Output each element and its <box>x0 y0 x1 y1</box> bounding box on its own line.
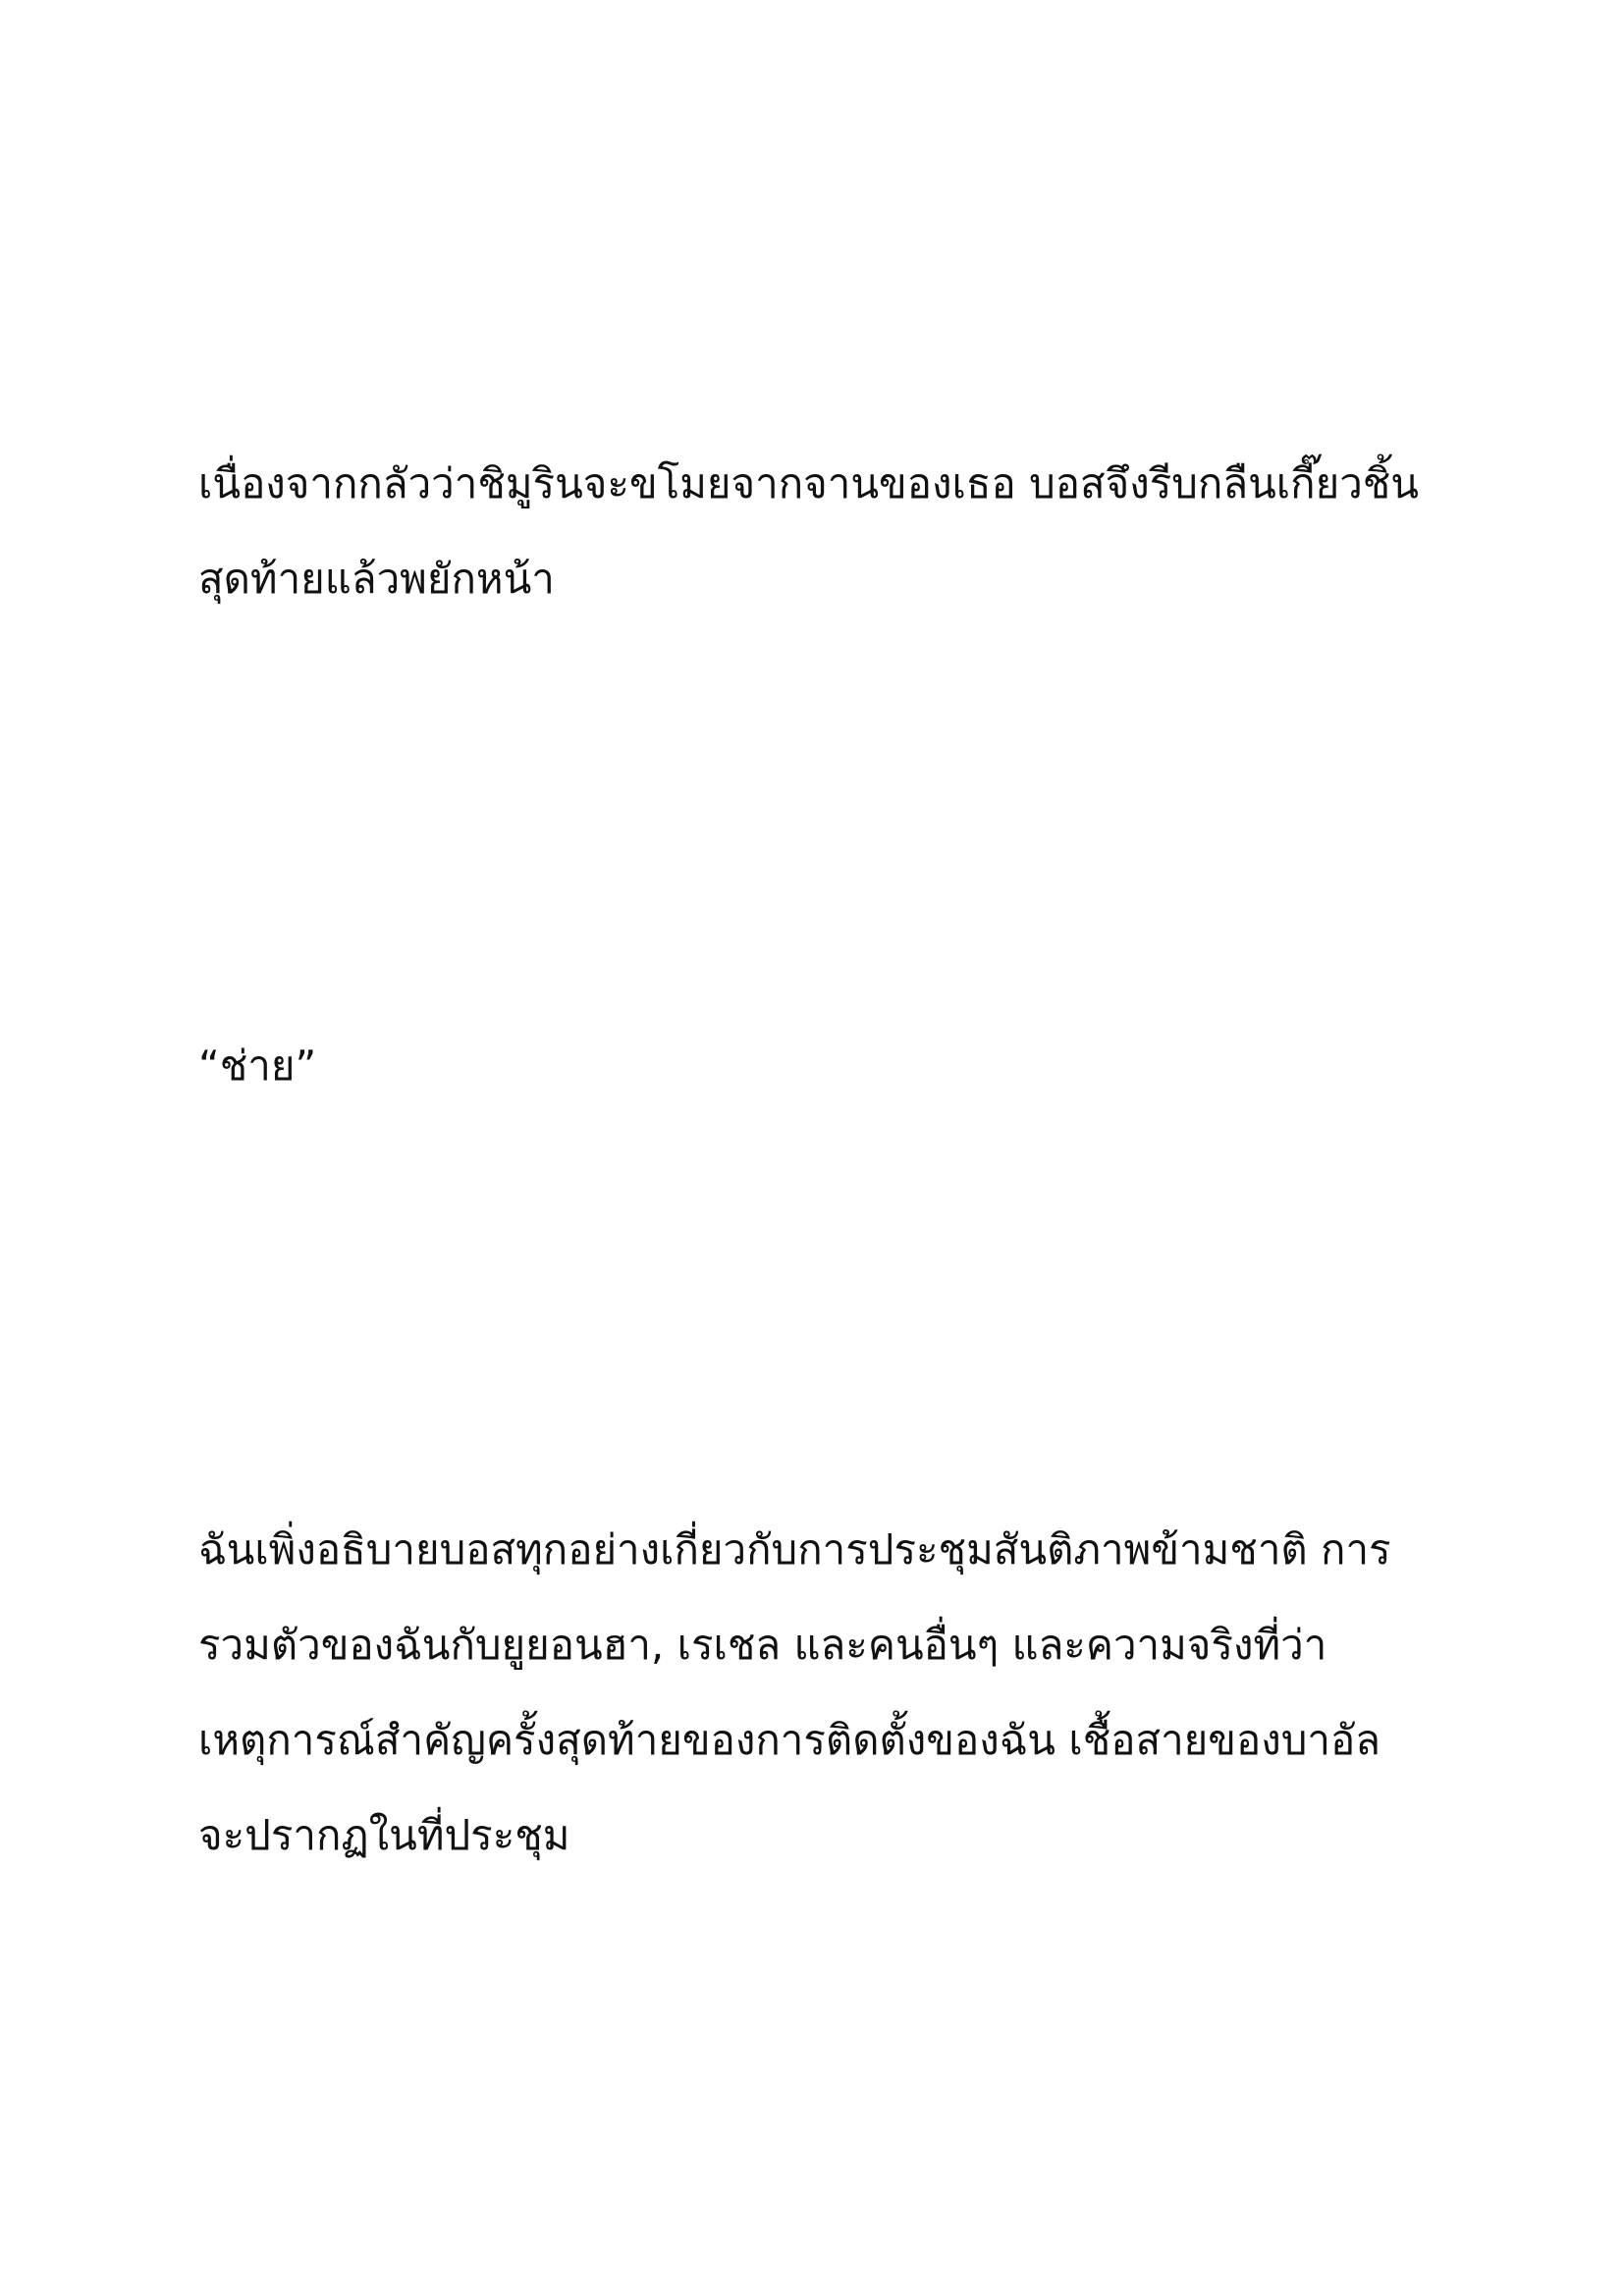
paragraph-1-line-2: สุดท้ายแล้วพยักหน้า <box>198 555 555 603</box>
paragraph-3-line-4: จะปรากฏในที่ประชุม <box>198 1811 570 1859</box>
paragraph-2-line-1: “ช่าย” <box>198 1041 317 1090</box>
paragraph-1-line-1: เนื่องจากกลัวว่าชิมูรินจะขโมยจากจานของเธอ บอสจึงรีบกลืนเกี๊ยวชิ้น <box>198 459 1419 507</box>
paragraph-3-line-1: ฉันเพิ่งอธิบายบอสทุกอย่างเกี่ยวกับการประชุมสันติภาพข้ามชาติ การ <box>198 1525 1391 1574</box>
paragraph-3-line-2: รวมตัวของฉันกับยูยอนฮา, เรเชล และคนอื่นๆ และความจริงที่ว่า <box>198 1621 1327 1669</box>
paragraph-3-line-3: เหตุการณ์สำคัญครั้งสุดท้ายของการติดตั้งของฉัน เชื้อสายของบาอัล <box>198 1716 1380 1764</box>
